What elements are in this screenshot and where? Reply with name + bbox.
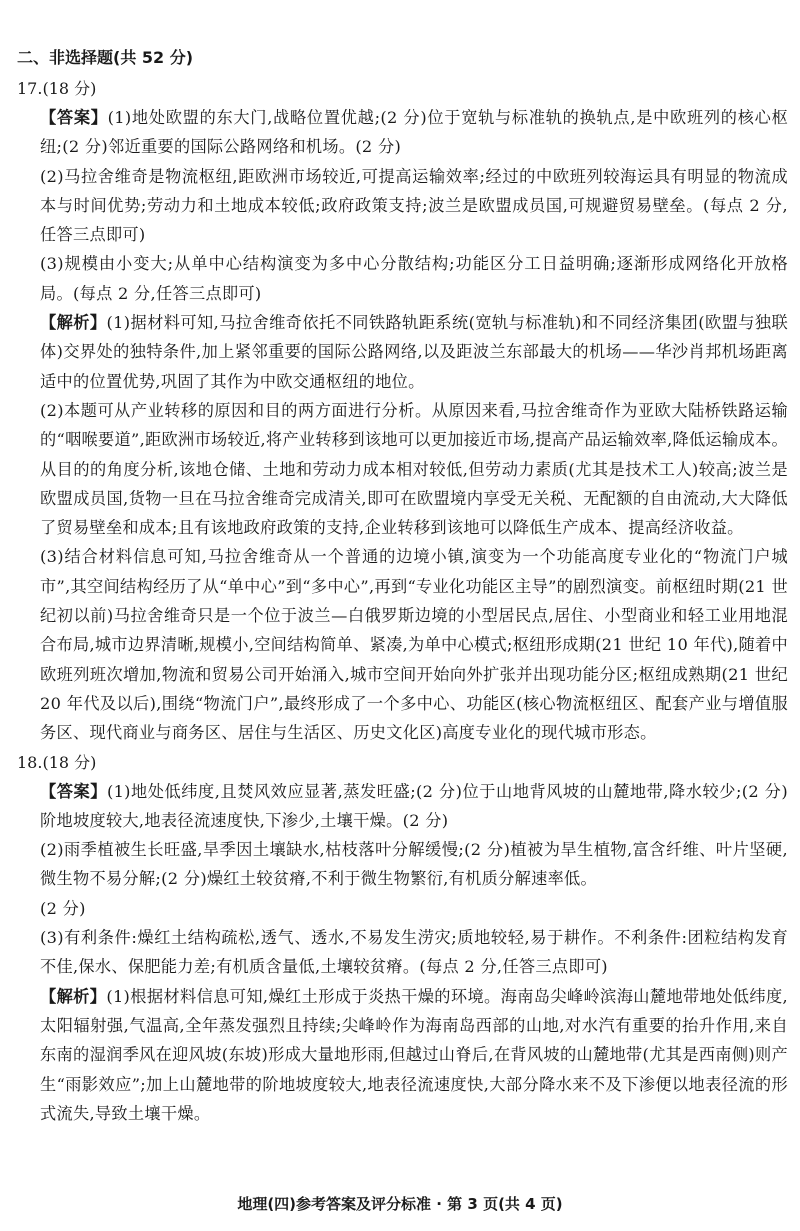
q17-analysis-2: (2)本题可从产业转移的原因和目的两方面进行分析。从原因来看,马拉舍维奇作为亚欧大陆桥铁路运输的“咽喉要道”,距欧洲市场较近,将产业转移到该地可以更加接近市场,提高产品运输效率,降低运输成本。从目的的角度分析,该地仓储、土地和劳动力成本相对较低,但劳动力素质(尤其是技术工人)较高;波兰是欧盟成员国,货物一旦在马拉舍维奇完成清关,即可在欧盟境内享受无关税、无配额的自由流动,大大降低了贸易壁垒和成本;且有该地政府政策的支持,企业转移到该地可以降低生产成本、提高经济收益。 bbox=[40, 400, 788, 538]
q18-analysis-1-text: (1)根据材料信息可知,燥红土形成于炎热干燥的环境。海南岛尖峰岭滨海山麓地带地处低纬度,太阳辐射强,气温高,全年蒸发强烈且持续;尖峰岭作为海南岛西部的山地,对水汽有重要的抬升作用,来自东南的湿润季风在迎风坡(东坡)形成大量地形雨,但越过山脊后,在背风坡的山麓地带(尤其是西南侧)则产生“雨影效应”;加上山麓地带的阶地坡度较大,地表径流速度快,大部分降水来不及下渗便以地表径流的形式流失,导致土壤干燥。 bbox=[40, 986, 789, 1123]
question-18-heading: 18.(18 分) bbox=[17, 752, 97, 772]
q17-answer-2: (2)马拉舍维奇是物流枢纽,距欧洲市场较近,可提高运输效率;经过的中欧班列较海运具有明显的物流成本与时间优势;劳动力和土地成本较低;政府政策支持;波兰是欧盟成员国,可规避贸易壁垒。(每点 2 分,任答三点即可) bbox=[40, 166, 788, 245]
q17-answer-1 bbox=[17, 103, 788, 162]
analysis-tag: 【解析】 bbox=[40, 986, 107, 1006]
q18-answer-1 bbox=[17, 777, 788, 836]
q17-analysis-1-text: (1)据材料可知,马拉舍维奇依托不同铁路轨距系统(宽轨与标准轨)和不同经济集团(欧盟与独联体)交界处的独特条件,加上紧邻重要的国际公路网络,以及距波兰东部最大的机场——华沙肖邦机场距离适中的位置优势,巩固了其作为中欧交通枢纽的地位。 bbox=[40, 313, 788, 391]
q18-analysis-1 bbox=[17, 982, 788, 1128]
answer-tag: 【答案】 bbox=[40, 781, 107, 801]
q17-analysis-3: (3)结合材料信息可知,马拉舍维奇从一个普通的边境小镇,演变为一个功能高度专业化的“物流门户城市”,其空间结构经历了从“单中心”到“多中心”,再到“专业化功能区主导”的剧烈演变。前枢纽时期(21 世纪初以前)马拉舍维奇只是一个位于波兰—白俄罗斯边境的小型居民点,居住、小型商业和轻工业用地混合布局,城市边界清晰,规模小,空间结构简单、紧凑,为单中心模式;枢纽形成期(21 世纪 10 年代),随着中欧班列班次增加,物流和贸易公司开始涌入,城市空间开始向外扩张并出现功能分区;枢纽成熟期(21 世纪 20 年代及以后),围绕“物流门户”,最终形成了一个多中心、功能区(核心物流枢纽区、配套产业与增值服务区、现代商业与商务区、居住与生活区、历史文化区)高度专业化的现代城市形态。 bbox=[40, 547, 788, 743]
question-17-heading: 17.(18 分) bbox=[17, 79, 97, 98]
answer-page bbox=[17, 44, 788, 1128]
q18-answer-1-text: (1)地处低纬度,且焚风效应显著,蒸发旺盛;(2 分)位于山地背风坡的山麓地带,降水较少;(2 分)阶地坡度较大,地表径流速度快,下渗少,土壤干燥。(2 分) bbox=[40, 781, 788, 830]
q18-answer-3: (3)有利条件:燥红土结构疏松,透气、透水,不易发生涝灾;质地较轻,易于耕作。不利条件:团粒结构发育不佳,保水、保肥能力差;有机质含量低,土壤较贫瘠。(每点 2 分,任答三点即可) bbox=[40, 928, 788, 977]
q17-answer-1-text: (1)地处欧盟的东大门,战略位置优越;(2 分)位于宽轨与标准轨的换轨点,是中欧班列的核心枢纽;(2 分)邻近重要的国际公路网络和机场。(2 分) bbox=[40, 108, 788, 157]
analysis-tag: 【解析】 bbox=[40, 313, 107, 333]
page-footer: 地理(四)参考答案及评分标准 · 第 3 页(共 4 页) bbox=[237, 1195, 563, 1213]
answer-tag: 【答案】 bbox=[40, 108, 108, 127]
q17-answer-3: (3)规模由小变大;从单中心结构演变为多中心分散结构;功能区分工日益明确;逐渐形成网络化开放格局。(每点 2 分,任答三点即可) bbox=[40, 254, 788, 303]
q18-answer-2-score: (2 分) bbox=[40, 898, 86, 918]
q18-answer-2: (2)雨季植被生长旺盛,旱季因土壤缺水,枯枝落叶分解缓慢;(2 分)植被为旱生植物,富含纤维、叶片坚硬,微生物不易分解;(2 分)燥红土较贫瘠,不利于微生物繁衍,有机质分解速率低。 bbox=[40, 840, 788, 889]
section-title: 二、非选择题(共 52 分) bbox=[17, 48, 194, 67]
q17-analysis-1 bbox=[17, 308, 788, 396]
